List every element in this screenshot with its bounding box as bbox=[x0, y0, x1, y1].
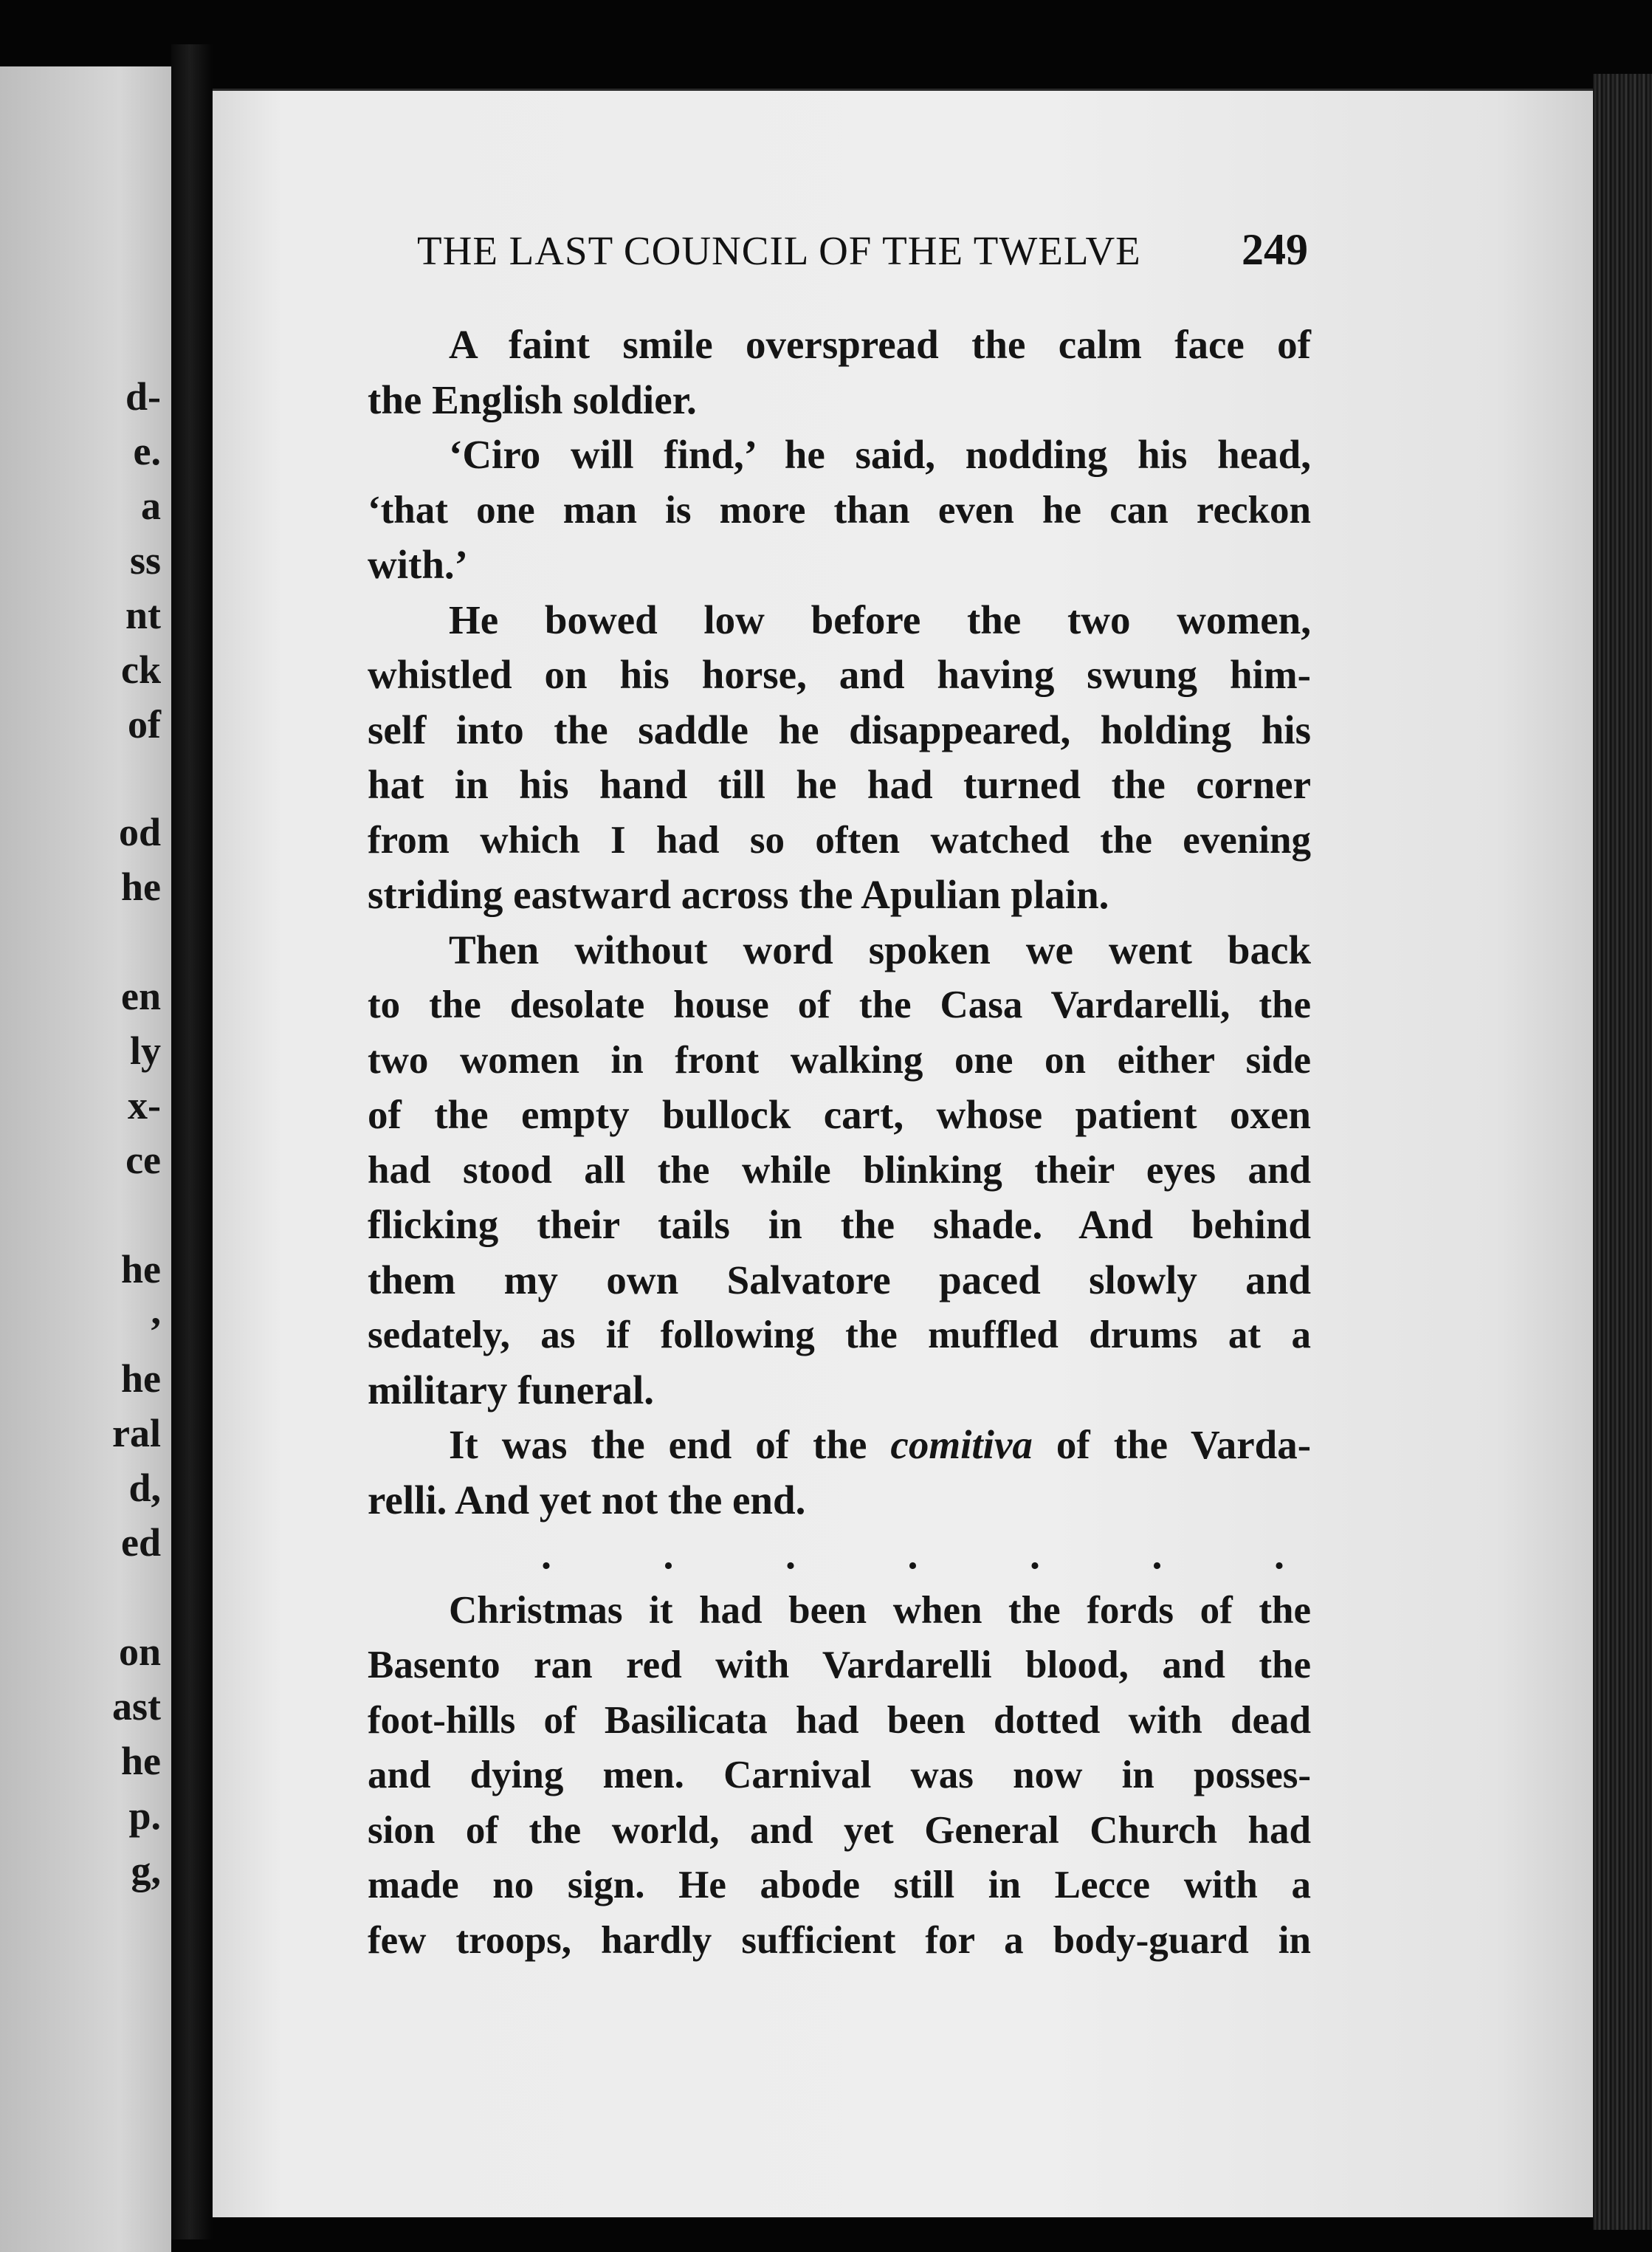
left-fragment: g, bbox=[131, 1848, 161, 1892]
left-fragment: he bbox=[121, 1739, 161, 1783]
body-text bbox=[368, 317, 1311, 1968]
left-fragment: he bbox=[121, 865, 161, 909]
text-line: two women in front walking one on either side bbox=[368, 1038, 1311, 1082]
left-fragment: of bbox=[128, 702, 161, 746]
page-edges bbox=[1593, 74, 1652, 2230]
text-line: with.’ bbox=[368, 542, 468, 587]
left-fragment: od bbox=[118, 810, 161, 854]
book-gutter bbox=[171, 44, 213, 2239]
left-fragment: he bbox=[121, 1356, 161, 1401]
left-fragment: ed bbox=[121, 1520, 161, 1565]
left-fragment: ast bbox=[112, 1684, 161, 1729]
text-line: had stood all the while blinking their eyes and bbox=[368, 1148, 1311, 1192]
text-line: sion of the world, and yet General Church had bbox=[368, 1808, 1311, 1852]
left-fragment: x- bbox=[128, 1083, 161, 1127]
text-line: hat in his hand till he had turned the corner bbox=[368, 762, 1311, 807]
text-line: sedately, as if following the muffled drums at a bbox=[368, 1314, 1311, 1356]
left-fragment: he bbox=[121, 1247, 161, 1291]
text-span: It was the end of the bbox=[449, 1422, 867, 1467]
left-page-text-fragments bbox=[0, 66, 171, 2252]
italic-word: comitiva bbox=[890, 1422, 1033, 1467]
page-number: 249 bbox=[1242, 225, 1308, 274]
running-header: THE LAST COUNCIL OF THE TWELVE bbox=[417, 228, 1141, 273]
text-line: Basento ran red with Vardarelli blood, and the bbox=[368, 1644, 1311, 1686]
text-line: the English soldier. bbox=[368, 377, 697, 422]
text-span: of the Varda- bbox=[1056, 1422, 1312, 1467]
text-line: whistled on his horse, and having swung him- bbox=[368, 652, 1311, 697]
left-fragment: on bbox=[118, 1630, 161, 1674]
left-fragment: ss bbox=[129, 538, 161, 583]
left-fragment: e. bbox=[133, 429, 161, 473]
text-line: from which I had so often watched the evening bbox=[368, 818, 1311, 862]
text-line: them my own Salvatore paced slowly and bbox=[368, 1257, 1311, 1302]
text-line: and dying men. Carnival was now in posses- bbox=[368, 1754, 1311, 1796]
text-line: ‘Ciro will find,’ he said, nodding his head, bbox=[449, 432, 1311, 477]
left-fragment: en bbox=[121, 974, 161, 1018]
section-separator: . . . . . . . bbox=[541, 1532, 1284, 1578]
left-fragment: ce bbox=[125, 1138, 161, 1182]
left-fragment: , bbox=[151, 1288, 161, 1333]
text-line: striding eastward across the Apulian plain. bbox=[368, 872, 1109, 917]
text-line: made no sign. He abode still in Lecce with a bbox=[368, 1864, 1311, 1906]
text-line: foot-hills of Basilicata had been dotted with dead bbox=[368, 1698, 1311, 1742]
left-fragment: p. bbox=[128, 1793, 161, 1838]
left-fragment: a bbox=[141, 484, 161, 528]
left-fragment: nt bbox=[125, 593, 161, 637]
left-fragment: d- bbox=[125, 374, 161, 419]
text-line: relli. And yet not the end. bbox=[368, 1477, 806, 1522]
text-line: Christmas it had been when the fords of the bbox=[449, 1588, 1311, 1632]
text-line-with-italic bbox=[368, 1418, 1311, 1473]
text-line: self into the saddle he disappeared, holding his bbox=[368, 707, 1311, 752]
left-fragment: ral bbox=[112, 1411, 161, 1455]
text-line: military funeral. bbox=[368, 1367, 654, 1412]
text-line: to the desolate house of the Casa Vardarelli, the bbox=[368, 983, 1311, 1026]
text-line: ‘that one man is more than even he can reckon bbox=[368, 488, 1311, 532]
text-line: He bowed low before the two women, bbox=[449, 597, 1311, 642]
text-line: few troops, hardly sufficient for a body-guard in bbox=[368, 1918, 1311, 1962]
text-line: Then without word spoken we went back bbox=[449, 927, 1311, 972]
left-page bbox=[0, 66, 171, 2252]
text-line: A faint smile overspread the calm face of bbox=[449, 322, 1311, 367]
text-line: flicking their tails in the shade. And behind bbox=[368, 1202, 1311, 1247]
left-fragment: ly bbox=[129, 1029, 161, 1073]
left-fragment: ck bbox=[121, 648, 161, 692]
left-fragment: d, bbox=[128, 1466, 161, 1510]
text-line: of the empty bullock cart, whose patient oxen bbox=[368, 1092, 1311, 1137]
